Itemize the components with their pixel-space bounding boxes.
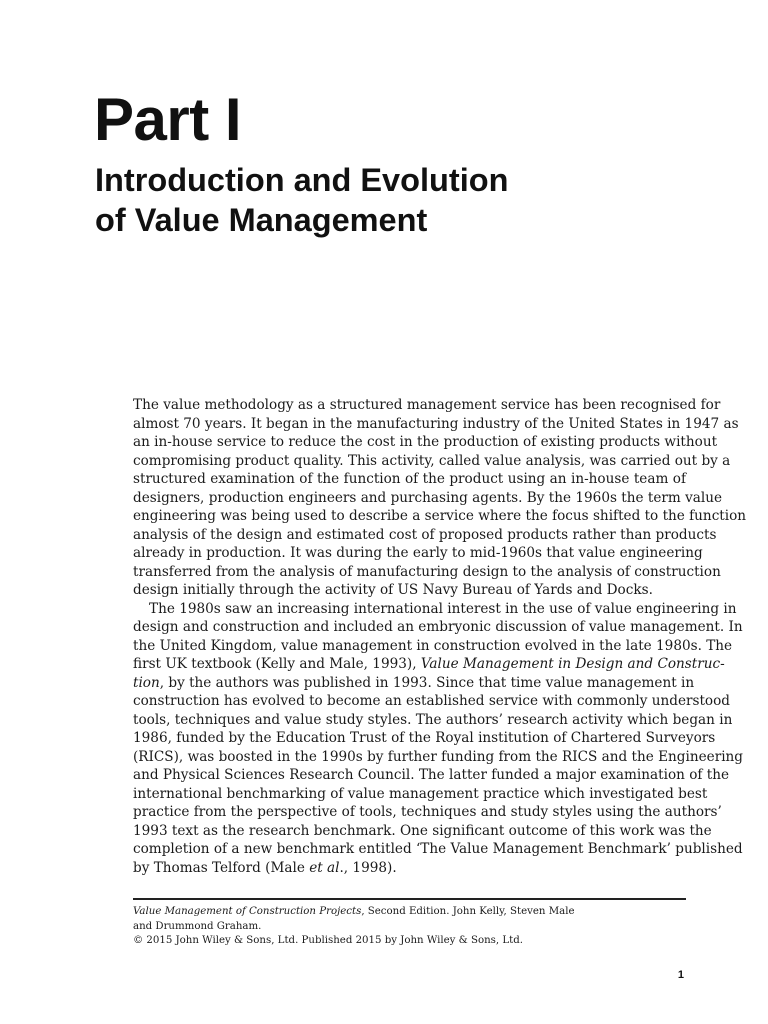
footnote-book-title: Value Management of Construction Projects <box>133 906 362 917</box>
footnote-divider <box>133 898 686 900</box>
text-run: first UK textbook (Kelly and Male, 1993), <box>133 656 421 672</box>
paragraph-1-line: transferred from the analysis of manufacturing design to the analysis of construction <box>133 563 721 580</box>
paragraph-1-line: designers, production engineers and purchasing agents. By the 1960s the term value <box>133 489 722 506</box>
paragraph-2-line <box>133 859 686 878</box>
paragraph-1-line: almost 70 years. It began in the manufacturing industry of the United States in 1947 as <box>133 415 739 432</box>
paragraph-2-line: design and construction and included an embryonic discussion of value management. In <box>133 619 743 635</box>
paragraph-2-line: (RICS), was boosted in the 1990s by further funding from the RICS and the Engineering <box>133 748 744 765</box>
paragraph-2-line <box>133 674 695 693</box>
paragraph-2-line: practice from the perspective of tools, techniques and study styles using the authors’ <box>133 804 722 820</box>
part-label: Part I <box>94 86 242 153</box>
body-text <box>133 396 747 877</box>
footnote-line-1 <box>133 905 686 920</box>
paragraph-2-line: The 1980s saw an increasing international interest in the use of value engineering in <box>149 600 737 617</box>
et-al-italic: et al <box>309 859 340 876</box>
paragraph-1-line: already in production. It was during the early to mid-1960s that value engineering <box>133 545 703 561</box>
paragraph-1-line: design initially through the activity of US Navy Bureau of Yards and Docks. <box>133 582 653 598</box>
page-number: 1 <box>677 969 684 981</box>
paragraph-2-line: the United Kingdom, value management in construction evolved in the late 1980s. The <box>133 637 733 654</box>
part-title <box>95 160 695 240</box>
paragraph-2-line: 1993 text as the research benchmark. One significant outcome of this work was the <box>133 822 712 839</box>
book-title-italic: Value Management in Design and Construc <box>420 656 721 672</box>
copyright-footnote <box>133 905 686 949</box>
book-title-italic: tion <box>133 674 160 691</box>
part-title-line-2: of Value Management <box>95 202 428 238</box>
paragraph-1-line: structured examination of the function of the product using an in-house team of <box>133 471 686 487</box>
footnote-line-2: and Drummond Graham. <box>133 920 262 932</box>
text-run: , by the authors was published in 1993. Since that time value management in <box>159 674 695 691</box>
paragraph-2-line: 1986, funded by the Education Trust of the Royal institution of Chartered Surveyors <box>133 730 716 746</box>
paragraph-2-line: and Physical Sciences Research Council. The latter funded a major examination of the <box>133 767 730 783</box>
paragraph-2-line: tools, techniques and value study styles. The authors’ research activity which began in <box>133 711 733 728</box>
text-run: by Thomas Telford (Male <box>133 859 310 876</box>
text-run: ., 1998). <box>339 859 397 876</box>
paragraph-1-line: The value methodology as a structured management service has been recognised for <box>133 397 721 413</box>
paragraph-1-line: engineering was being used to describe a service where the focus shifted to the function <box>133 508 747 524</box>
paragraph-1-line: an in-house service to reduce the cost in the production of existing products without <box>133 434 718 450</box>
paragraph-1-line: analysis of the design and estimated cost of proposed products rather than products <box>133 526 717 543</box>
footnote-line-3: © 2015 John Wiley & Sons, Ltd. Published 2015 by John Wiley & Sons, Ltd. <box>133 935 523 946</box>
paragraph-2-line: construction has evolved to become an established service with commonly understood <box>133 693 730 709</box>
paragraph-1-line: compromising product quality. This activity, called value analysis, was carried out by a <box>133 452 731 469</box>
part-title-line-1: Introduction and Evolution <box>95 162 509 198</box>
paragraph-2-line: completion of a new benchmark entitled ‘The Value Management Benchmark’ published <box>133 841 743 857</box>
paragraph-2-line <box>133 655 721 674</box>
paragraph-2-line: international benchmarking of value management practice which investigated best <box>133 785 708 802</box>
text-run: , Second Edition. John Kelly, Steven Male <box>361 906 575 917</box>
